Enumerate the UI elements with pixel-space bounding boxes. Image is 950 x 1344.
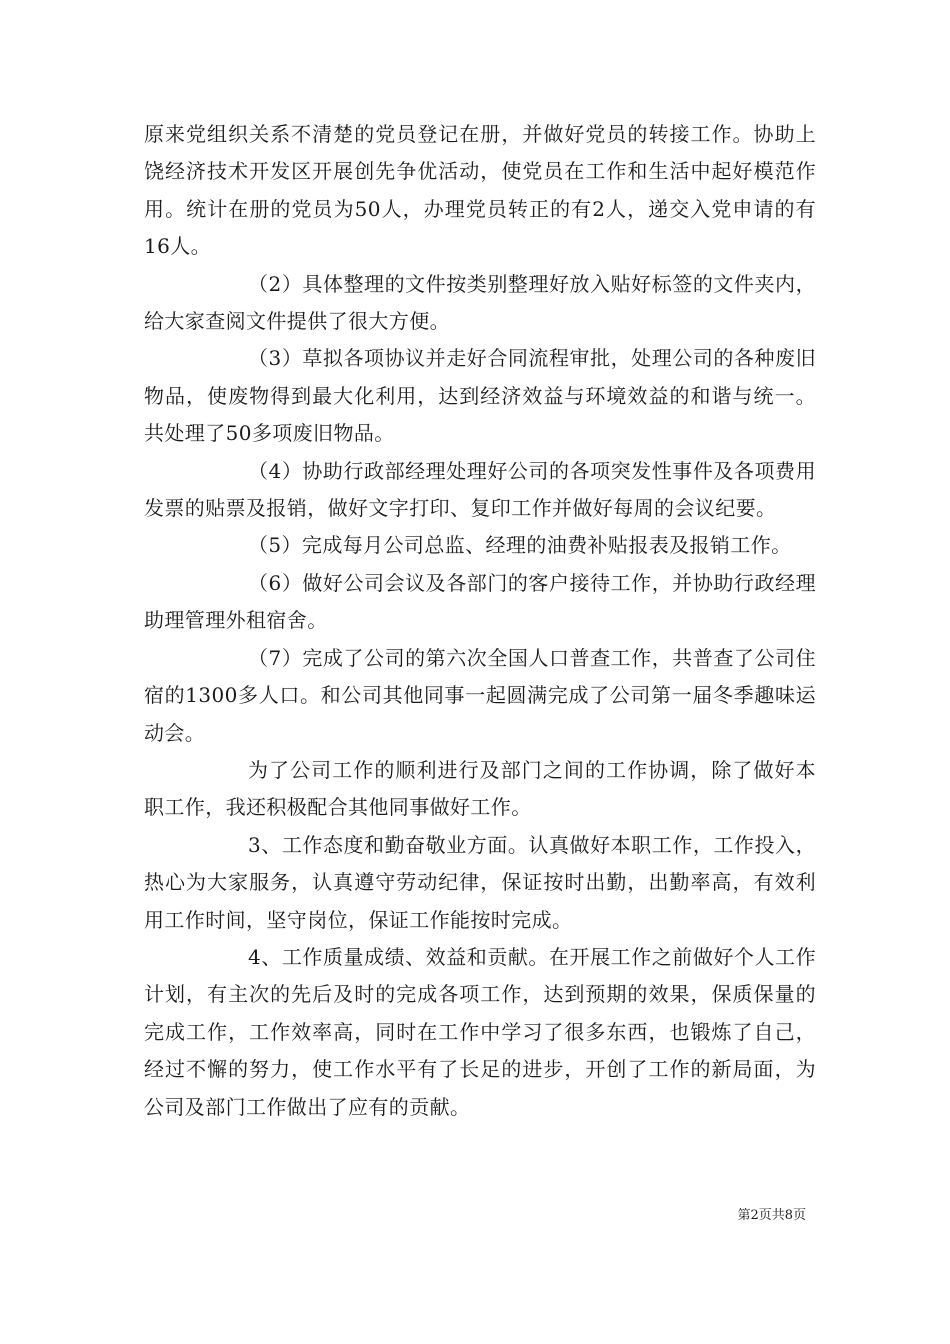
paragraph-item-7: （7）完成了公司的第六次全国人口普查工作，共普查了公司住宿的1300多人口。和公司其他同事一起圆满完成了公司第一届冬季趣味运动会。	[144, 645, 816, 745]
paragraph-section-3-attitude: 3、工作态度和勤奋敬业方面。认真做好本职工作，工作投入，热心为大家服务，认真遵守劳动纪律，保证按时出勤，出勤率高，有效利用工作时间，坚守岗位，保证工作能按时完成。	[144, 832, 816, 932]
paragraph-item-4: （4）协助行政部经理处理好公司的各项突发性事件及各项费用发票的贴票及报销，做好文字打印、复印工作并做好每周的会议纪要。	[144, 458, 816, 521]
paragraph-item-2: （2）具体整理的文件按类别整理好放入贴好标签的文件夹内，给大家查阅文件提供了很大方便。	[144, 271, 816, 334]
paragraph-party-members: 原来党组织关系不清楚的党员登记在册，并做好党员的转接工作。协助上饶经济技术开发区开展创先争优活动，使党员在工作和生活中起好模范作用。统计在册的党员为50人，办理党员转正的有2人，递交入党申请的有16人。	[144, 122, 816, 259]
document-body	[144, 116, 816, 1126]
paragraph-coordination: 为了公司工作的顺利进行及部门之间的工作协调，除了做好本职工作，我还积极配合其他同事做好工作。	[144, 757, 816, 820]
paragraph-item-5: （5）完成每月公司总监、经理的油费补贴报表及报销工作。	[248, 533, 792, 558]
paragraph-item-6: （6）做好公司会议及各部门的客户接待工作，并协助行政经理助理管理外租宿舍。	[144, 570, 816, 633]
paragraph-section-4-quality: 4、工作质量成绩、效益和贡献。在开展工作之前做好个人工作计划，有主次的先后及时的完成各项工作，达到预期的效果，保质保量的完成工作，工作效率高，同时在工作中学习了很多东西，也锻炼了自己，经过不懈的努力，使工作水平有了长足的进步，开创了工作的新局面，为公司及部门工作做出了应有的贡献。	[144, 944, 816, 1119]
page-number-footer: 第2页共8页	[737, 1208, 806, 1223]
paragraph-item-3: （3）草拟各项协议并走好合同流程审批，处理公司的各种废旧物品，使废物得到最大化利用，达到经济效益与环境效益的和谐与统一。共处理了50多项废旧物品。	[144, 346, 816, 446]
